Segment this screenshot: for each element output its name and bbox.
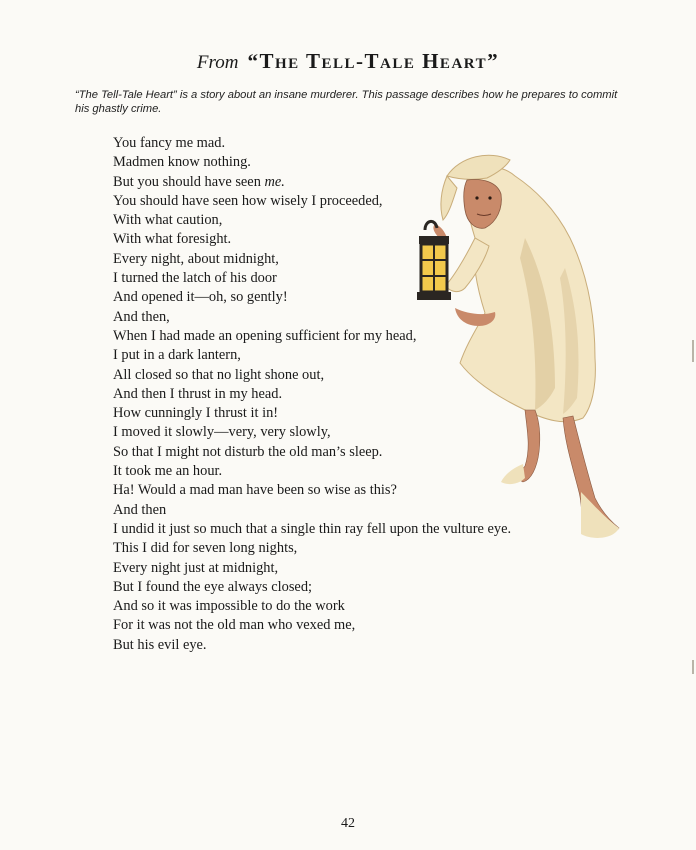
poem-line: How cunningly I thrust it in! xyxy=(113,405,279,422)
poem-line: Madmen know nothing. xyxy=(113,154,251,171)
poem-line: And opened it—oh, so gently! xyxy=(113,289,288,306)
page-number: 42 xyxy=(341,816,355,831)
poem-line: And then xyxy=(113,501,167,518)
poem-line: And so it was impossible to do the work xyxy=(113,598,345,615)
eye xyxy=(488,196,491,199)
emphasis: me. xyxy=(264,173,285,190)
poem-line: But his evil eye. xyxy=(113,636,207,653)
title-main: “The Tell-Tale Heart” xyxy=(247,49,500,73)
poem-line: All closed so that no light shone out, xyxy=(113,366,325,383)
poem-line: With what caution, xyxy=(113,212,223,229)
poem-line: It took me an hour. xyxy=(113,463,223,480)
poem-line: When I had made an opening sufficient for my head, xyxy=(113,327,417,344)
scan-edge-mark xyxy=(692,340,694,362)
page-title xyxy=(0,48,696,76)
poem-line: This I did for seven long nights, xyxy=(113,540,298,557)
poem-line: But I found the eye always closed; xyxy=(113,578,313,595)
poem-line: I turned the latch of his door xyxy=(113,270,277,287)
poem-line: With what foresight. xyxy=(113,231,232,248)
poem-line: Every night just at midnight, xyxy=(113,559,279,576)
poem-line: I undid it just so much that a single thin ray fell upon the vulture eye. xyxy=(113,520,512,537)
poem-line: For it was not the old man who vexed me, xyxy=(113,617,356,634)
nightcap-tail xyxy=(441,176,457,220)
poem-line: You fancy me mad. xyxy=(113,135,226,151)
lantern-icon xyxy=(417,221,451,300)
poem-line: I put in a dark lantern, xyxy=(113,347,241,364)
poem-line: You should have seen how wisely I proceeded, xyxy=(113,192,383,209)
scan-edge-mark xyxy=(692,660,694,674)
sock-right xyxy=(581,492,619,538)
poem-line: Ha! Would a mad man have been so wise as this? xyxy=(113,482,397,499)
poem-line: Every night, about midnight, xyxy=(113,250,279,267)
poem-line: And then, xyxy=(113,308,170,325)
poem-line: So that I might not disturb the old man’s sleep. xyxy=(113,443,383,460)
poem-line: And then I thrust in my head. xyxy=(113,385,283,402)
eye xyxy=(475,196,478,199)
poem-line: But you should have seen me. xyxy=(113,173,285,190)
illustration-man-with-lantern xyxy=(405,148,630,568)
poem-line: I moved it slowly—very, very slowly, xyxy=(113,424,331,441)
intro-paragraph: “The Tell-Tale Heart” is a story about an insane murderer. This passage describes how he prepares to commit his ghastly crime. xyxy=(75,89,618,115)
title-prefix: From xyxy=(196,52,239,73)
